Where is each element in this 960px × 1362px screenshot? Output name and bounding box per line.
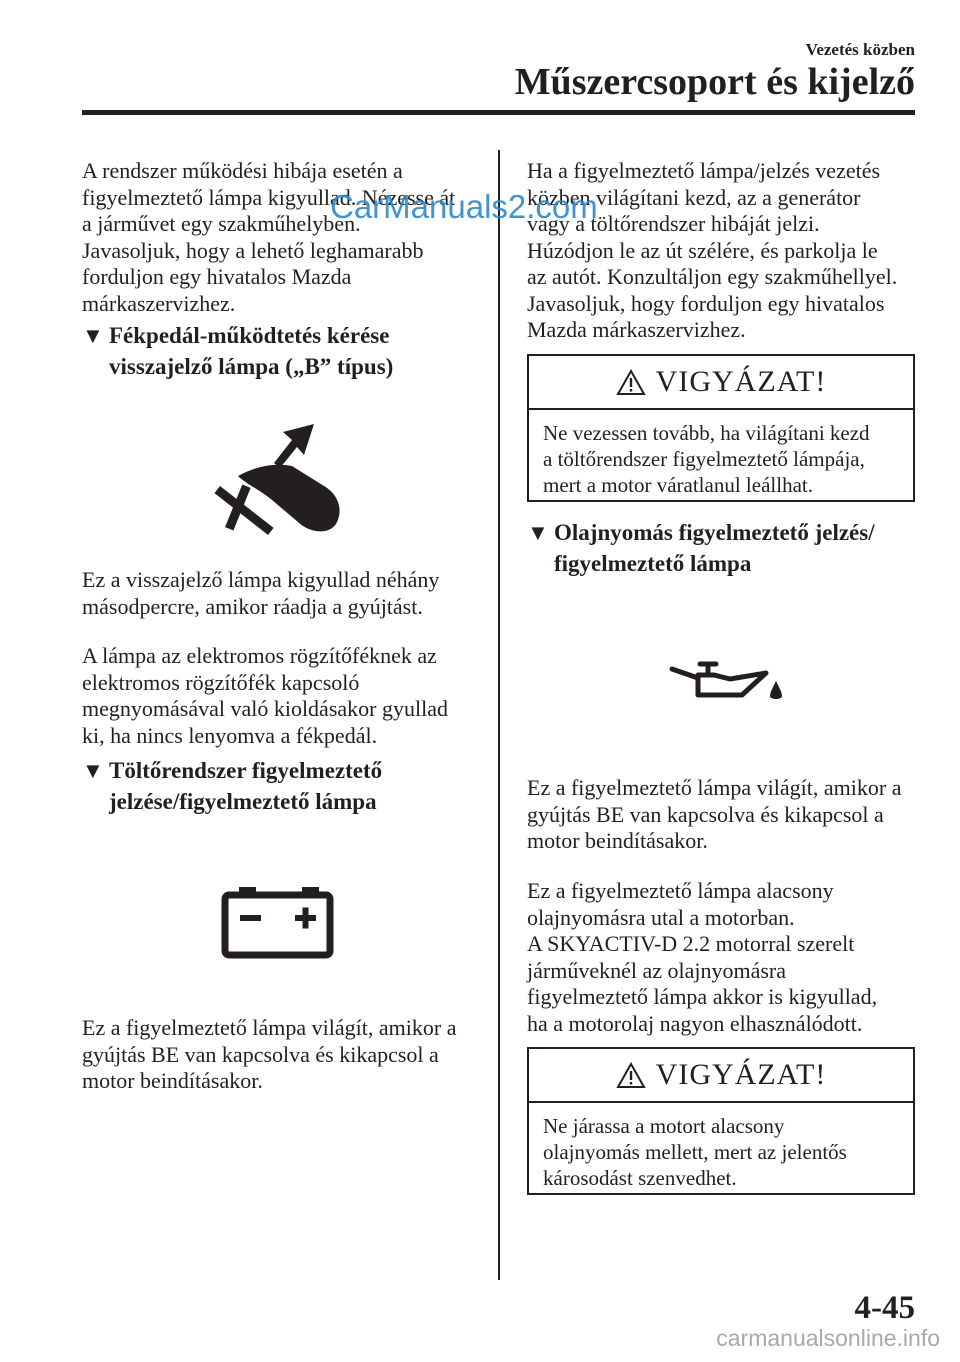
intro-paragraph [82,158,478,317]
caution-body [529,1103,913,1191]
oil-can-icon [668,655,786,703]
text-line: vagy a töltőrendszer hibáját jelzi. [527,211,820,236]
heading-line: Fékpedál-működtetés kérése [109,323,390,348]
heading-line: jelzése/figyelmeztető lámpa [109,789,377,814]
text-line: olajnyomásra utal a motorban. [527,904,795,930]
text-line: gyújtás BE van kapcsolva és kikapcsol a [82,1041,439,1067]
heading-line: Töltőrendszer figyelmeztető [109,758,383,783]
text-line: figyelmeztető lámpa akkor is kigyullad, [527,984,878,1009]
text-line: A rendszer működési hibája esetén a [82,158,403,183]
text-line: gyújtás BE van kapcsolva és kikapcsol a [527,801,884,827]
text-line: Mazda márkaszervizhez. [527,317,746,342]
battery-icon [218,882,338,960]
text-line: motor beindításakor. [527,828,708,853]
oil-heading [527,517,917,579]
text-line: elektromos rögzítőfék kapcsoló [82,669,360,695]
charging-heading [82,755,478,817]
page-number: 4-45 [854,1290,915,1326]
brake-paragraph-1 [82,567,478,620]
text-line: Javasoljuk, hogy forduljon egy hivatalos [527,290,885,316]
charging-continued-paragraph [527,158,917,344]
caution-title: VIGYÁZAT! [655,1058,827,1091]
brake-paragraph-2 [82,643,478,749]
heading-marker: ▼ [82,323,104,348]
caution-box-oil [527,1047,915,1195]
text-line: figyelmeztető lámpa kigyullad. Nézesse át [82,184,456,210]
heading-line: figyelmeztető lámpa [554,551,752,576]
caution-title: VIGYÁZAT! [655,365,827,398]
text-line: ha a motorolaj nagyon elhasználódott. [527,1010,863,1036]
heading-line: visszajelző lámpa („B” típus) [109,354,394,379]
page-title: Műszercsoport és kijelző [514,61,915,103]
text-line: márkaszervizhez. [82,290,236,316]
text-line: másodpercre, amikor ráadja a gyújtást. [82,593,423,619]
text-line: járműveknél az olajnyomásra [527,957,787,983]
brake-pedal-foot-icon [212,418,362,538]
text-line: A lámpa az elektromos rögzítőféknek az [82,643,437,668]
text-line: olajnyomás mellett, mert az jelentős [543,1140,847,1164]
brake-heading [82,320,478,382]
caution-body [529,410,913,498]
charging-paragraph [82,1015,478,1095]
text-line: a töltőrendszer figyelmeztető lámpája, [543,447,865,471]
warning-triangle-icon [616,369,646,396]
text-line: közben világítani kezd, az a generátor [527,184,861,210]
text-line: forduljon egy hivatalos Mazda [82,264,352,289]
text-line: motor beindításakor. [82,1068,263,1093]
heading-marker: ▼ [82,758,104,783]
heading-marker: ▼ [527,520,549,545]
text-line: Húzódjon le az út szélére, és parkolja le [527,237,878,263]
watermark-link[interactable]: CarManuals2.com [330,188,598,225]
text-line: Ez a figyelmeztető lámpa alacsony [527,878,834,903]
section-label: Vezetés közben [805,40,915,59]
caution-header [529,356,913,410]
caution-header [529,1049,913,1103]
text-line: a járművet egy szakműhelyben. [82,211,361,236]
text-line: mert a motor váratlanul leállhat. [543,473,813,497]
text-line: károsodást szenvedhet. [543,1166,737,1190]
oil-paragraph-1 [527,775,917,855]
text-line: ki, ha nincs lenyomva a fékpedál. [82,722,378,748]
caution-box-charging [527,354,915,502]
text-line: Ne járassa a motort alacsony [543,1114,785,1138]
text-line: Ez a figyelmeztető lámpa világít, amikor a [527,775,902,800]
text-line: az autót. Konzultáljon egy szakműhellyel. [527,264,898,289]
heading-line: Olajnyomás figyelmeztető jelzés/ [554,520,875,545]
header-rule [82,110,915,115]
footer-watermark[interactable]: carmanualsonline.info [716,1325,940,1351]
text-line: Javasoljuk, hogy a lehető leghamarabb [82,237,424,263]
oil-paragraph-2 [527,878,917,1037]
text-line: megnyomásával való kioldásakor gyullad [82,696,448,721]
text-line: Ez a figyelmeztető lámpa világít, amikor a [82,1015,457,1040]
text-line: A SKYACTIV-D 2.2 motorral szerelt [527,931,855,956]
warning-triangle-icon [616,1062,646,1089]
text-line: Ha a figyelmeztető lámpa/jelzés vezetés [527,158,881,183]
text-line: Ne vezessen tovább, ha világítani kezd [543,421,870,445]
column-divider [498,150,500,1280]
text-line: Ez a visszajelző lámpa kigyullad néhány [82,567,440,592]
